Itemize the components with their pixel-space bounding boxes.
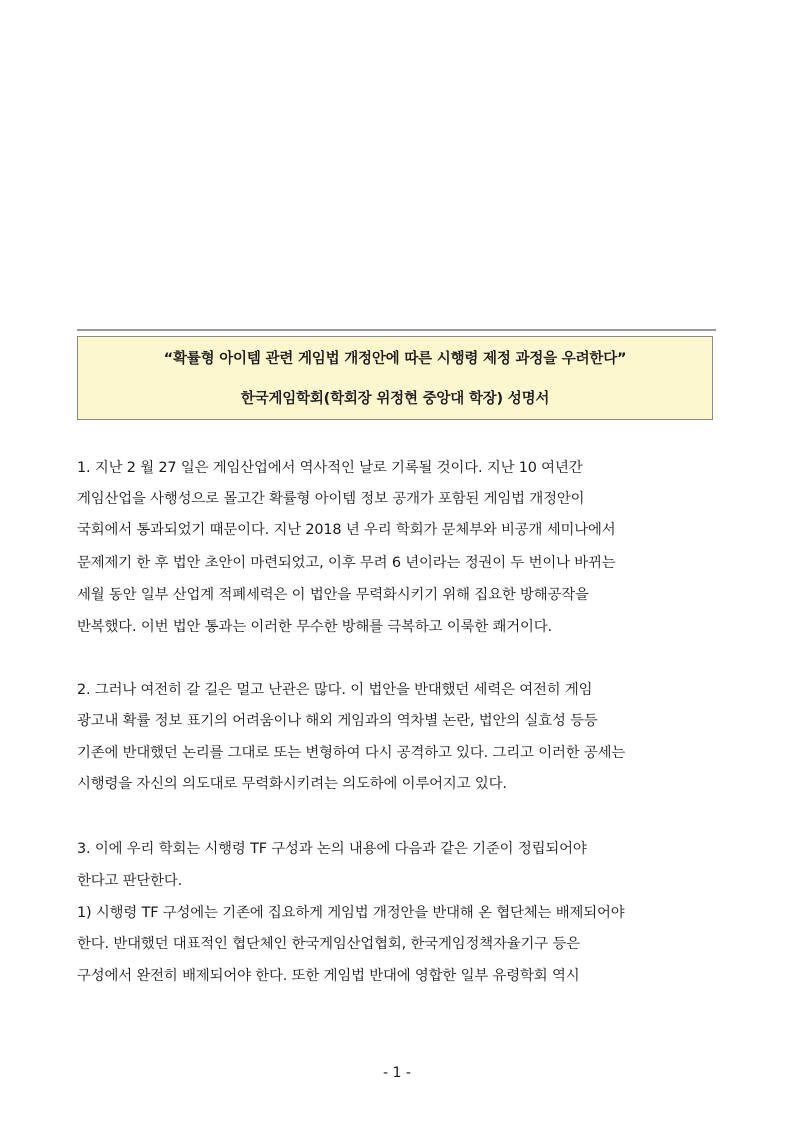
paragraph-2-line-1: 2. 그러나 여전히 갈 길은 멀고 난관은 많다. 이 법안을 반대했던 세력은 여전히 게임 <box>77 682 593 698</box>
paragraph-3-line-1: 3. 이에 우리 학회는 시행령 TF 구성과 논의 내용에 다음과 같은 기준이 정립되어야 <box>77 841 587 857</box>
statement-title: “확률형 아이템 관련 게임법 개정안에 따른 시행령 제정 과정을 우려한다” <box>163 351 627 367</box>
paragraph-1-line-1: 1. 지난 2 월 27 일은 게임산업에서 역사적인 날로 기록될 것이다. 지난 10 여년간 <box>77 460 583 476</box>
paragraph-1-line-4: 문제제기 한 후 법안 초안이 마련되었고, 이후 무려 6 년이라는 정권이 두 번이나 바뀌는 <box>77 555 616 571</box>
page-number: - 1 - <box>383 1065 411 1081</box>
paragraph-3-line-2: 한다고 판단한다. <box>77 873 183 889</box>
paragraph-3-line-3: 1) 시행령 TF 구성에는 기존에 집요하게 게임법 개정안을 반대해 온 협단체는 배제되어야 <box>77 905 625 921</box>
paragraph-2-line-2: 광고내 확률 정보 표기의 어려움이나 해외 게임과의 역차별 논란, 법안의 실효성 등등 <box>77 713 598 729</box>
paragraph-1-line-2: 게임산업을 사행성으로 몰고간 확률형 아이템 정보 공개가 포함된 게임법 개정안이 <box>77 491 585 507</box>
paragraph-1-line-6: 반복했다. 이번 법안 통과는 이러한 무수한 방해를 극복하고 이룩한 쾌거이다. <box>77 619 552 635</box>
paragraph-2-line-3: 기존에 반대했던 논리를 그대로 또는 변형하여 다시 공격하고 있다. 그리고 이러한 공세는 <box>77 745 626 761</box>
paragraph-2-line-4: 시행령을 자신의 의도대로 무력화시키려는 의도하에 이루어지고 있다. <box>77 776 507 792</box>
paragraph-1-line-5: 세월 동안 일부 산업계 적폐세력은 이 법안을 무력화시키기 위해 집요한 방해공작을 <box>77 587 589 603</box>
title-top-rule <box>77 329 716 331</box>
paragraph-3-line-5: 구성에서 완전히 배제되어야 한다. 또한 게임법 반대에 영합한 일부 유령학회 역시 <box>77 968 580 984</box>
paragraph-3-line-4: 한다. 반대했던 대표적인 협단체인 한국게임산업협회, 한국게임정책자율기구 등은 <box>77 936 580 952</box>
title-box <box>77 336 713 420</box>
statement-subtitle: 한국게임학회(학회장 위정현 중앙대 학장) 성명서 <box>240 391 550 407</box>
paragraph-1-line-3: 국회에서 통과되었기 때문이다. 지난 2018 년 우리 학회가 문체부와 비공개 세미나에서 <box>77 522 616 538</box>
